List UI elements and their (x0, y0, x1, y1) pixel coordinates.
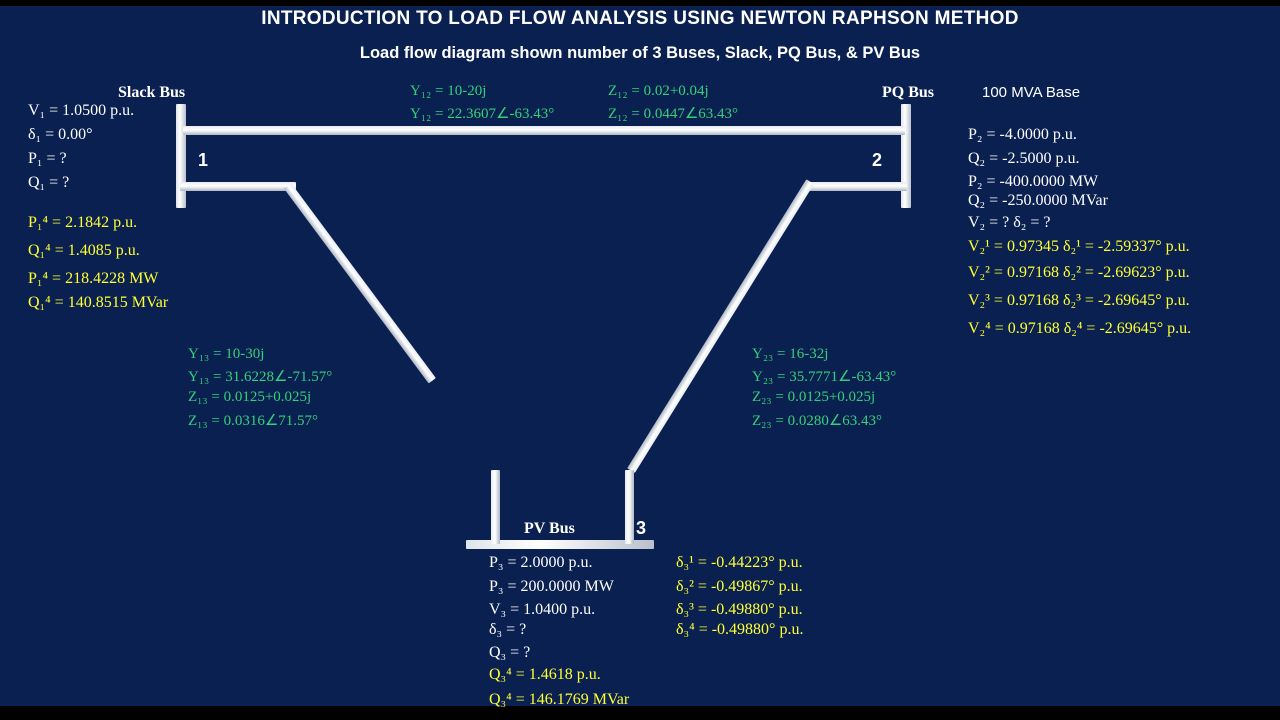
pv-data-q3: Q₃ = ? (489, 644, 531, 661)
line-1-3-drop (491, 470, 500, 544)
line-2-3-stub (805, 182, 907, 191)
slack-result-p: P₁⁴ = 2.1842 p.u. (28, 214, 138, 231)
letterbox-bottom (0, 706, 1280, 720)
branch-13-z2: Z₁₃ = 0.0316∠71.57° (188, 413, 319, 429)
pq-data-p2: P₂ = -4.0000 p.u. (968, 126, 1077, 143)
pv-iter-1: δ₃¹ = -0.44223° p.u. (676, 554, 803, 571)
pq-iter-2: V₂² = 0.97168 δ₂² = -2.69623° p.u. (968, 264, 1190, 281)
letterbox-top (0, 0, 1280, 6)
pv-result-q3: Q₃⁴ = 1.4618 p.u. (489, 666, 601, 683)
pq-iter-1: V₂¹ = 0.97345 δ₂¹ = -2.59337° p.u. (968, 238, 1190, 255)
branch-23-y1: Y₂₃ = 16-32j (752, 346, 829, 362)
busbar-1 (176, 104, 186, 208)
page-subtitle: Load flow diagram shown number of 3 Buses, Slack, PQ Bus, & PV Bus (359, 44, 921, 62)
slack-result-q-mvar: Q₁⁴ = 140.8515 MVar (28, 294, 169, 311)
line-1-2 (183, 126, 905, 135)
slack-result-q: Q₁⁴ = 1.4085 p.u. (28, 242, 140, 259)
bus-label-pq: PQ Bus (882, 84, 935, 101)
slack-data-q1: Q₁ = ? (28, 174, 70, 191)
pv-iter-4: δ₃⁴ = -0.49880° p.u. (676, 621, 804, 638)
pq-data-q2-mvar: Q₂ = -250.0000 MVar (968, 192, 1108, 209)
pv-iter-2: δ₃² = -0.49867° p.u. (676, 578, 803, 595)
line-1-3-stub (180, 182, 296, 191)
pq-iter-4: V₂⁴ = 0.97168 δ₂⁴ = -2.69645° p.u. (968, 320, 1192, 337)
branch-12-y1: Y₁₂ = 10-20j (410, 83, 487, 99)
bus-number-3: 3 (636, 518, 647, 538)
pv-data-v3: V₃ = 1.0400 p.u. (489, 601, 596, 618)
pv-result-q3-mvar: Q₃⁴ = 146.1769 MVar (489, 691, 630, 708)
pq-data-unknowns: V₂ = ? δ₂ = ? (968, 214, 1051, 231)
pq-iter-3: V₂³ = 0.97168 δ₂³ = -2.69645° p.u. (968, 292, 1190, 309)
pv-data-p3: P₃ = 2.0000 p.u. (489, 554, 593, 571)
branch-12-z1: Z₁₂ = 0.02+0.04j (608, 83, 709, 99)
branch-12-z2: Z₁₂ = 0.0447∠63.43° (608, 106, 739, 122)
slack-data-v1: V₁ = 1.0500 p.u. (28, 102, 135, 119)
line-1-3-diagonal (284, 183, 436, 383)
branch-23-y2: Y₂₃ = 35.7771∠-63.43° (752, 369, 897, 385)
branch-12-y2: Y₁₂ = 22.3607∠-63.43° (410, 106, 555, 122)
pq-data-q2: Q₂ = -2.5000 p.u. (968, 150, 1080, 167)
branch-13-y2: Y₁₃ = 31.6228∠-71.57° (188, 369, 333, 385)
pq-data-p2-mw: P₂ = -400.0000 MW (968, 173, 1099, 190)
pv-data-d3: δ₃ = ? (489, 621, 527, 638)
pv-iter-3: δ₃³ = -0.49880° p.u. (676, 601, 803, 618)
bus-label-pv: PV Bus (524, 520, 575, 537)
base-label: 100 MVA Base (982, 84, 1081, 101)
page-title: INTRODUCTION TO LOAD FLOW ANALYSIS USING NEWTON RAPHSON METHOD (261, 8, 1019, 29)
branch-13-y1: Y₁₃ = 10-30j (188, 346, 265, 362)
bus-label-slack: Slack Bus (118, 84, 186, 101)
branch-13-z1: Z₁₃ = 0.0125+0.025j (188, 389, 312, 405)
line-2-3-drop (625, 470, 634, 544)
bus-number-1: 1 (198, 150, 209, 170)
bus-number-2: 2 (872, 150, 883, 170)
branch-23-z1: Z₂₃ = 0.0125+0.025j (752, 389, 876, 405)
slack-result-p-mw: P₁⁴ = 218.4228 MW (28, 270, 159, 287)
busbar-2 (901, 104, 911, 208)
pv-data-p3-mw: P₃ = 200.0000 MW (489, 578, 614, 595)
slack-data-p1: P₁ = ? (28, 150, 67, 167)
branch-23-z2: Z₂₃ = 0.0280∠63.43° (752, 413, 883, 429)
slack-data-d1: δ₁ = 0.00° (28, 126, 93, 143)
